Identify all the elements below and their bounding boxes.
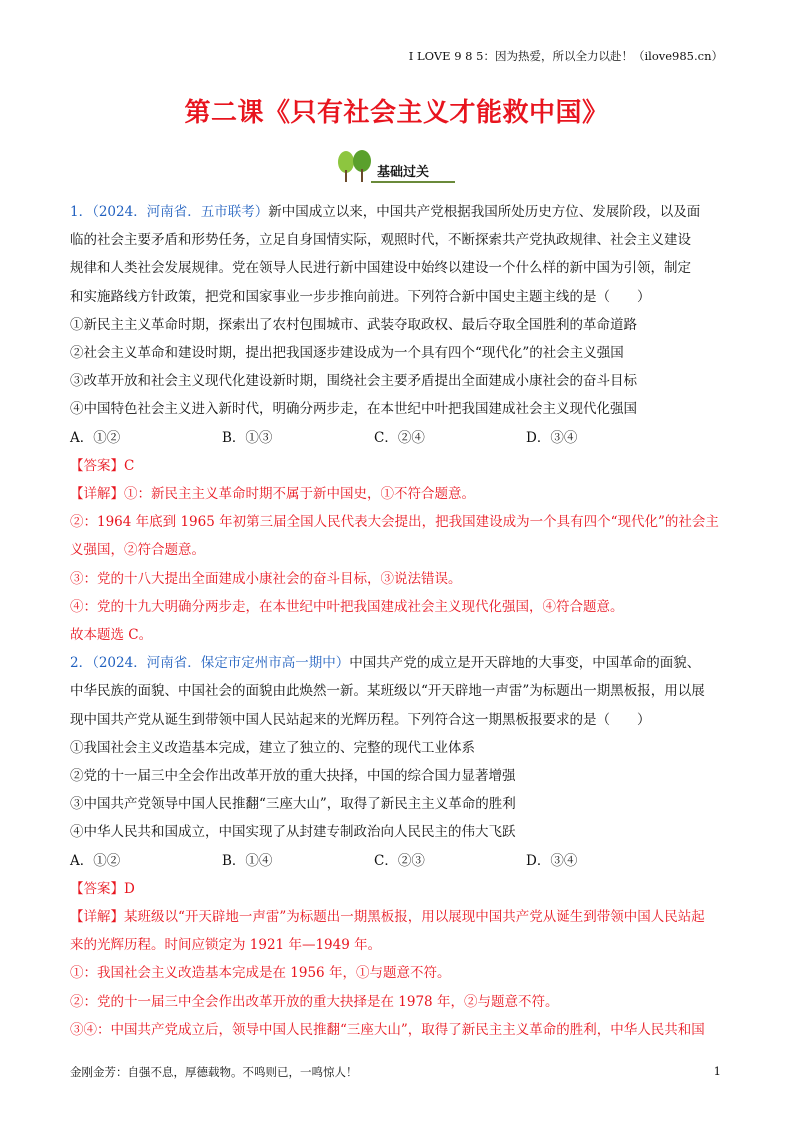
- q2-stem-line: 中华民族的面貌、中国社会的面貌由此焕然一新。某班级以“开天辟地一声雷”为标题出一期黑板报，用以展: [70, 683, 705, 700]
- q2-detail-line: 来的光辉历程。时间应锁定为 1921 年—1949 年。: [70, 937, 382, 954]
- q2-item: ④中华人民共和国成立，中国实现了从封建专制政治向人民民主的伟大飞跃: [70, 824, 516, 841]
- section-label: 基础过关: [377, 165, 430, 180]
- q1-stem-line: 1．（2024．河南省．五市联考）新中国成立以来，中国共产党根据我国所处历史方位、发展阶段，以及面: [70, 204, 701, 220]
- q2-source: （2024．河南省．保定市定州市高一期中）: [92, 655, 350, 672]
- q2-item: ①我国社会主义改造基本完成，建立了独立的、完整的现代工业体系: [70, 739, 475, 756]
- section-underline: [371, 181, 455, 183]
- q1-answer: 【答案】C: [70, 457, 135, 474]
- q2-detail-line: ②：党的十一届三中全会作出改革开放的重大抉择是在 1978 年，②与题意不符。: [70, 993, 559, 1010]
- q1-detail-line: ②：1964 年底到 1965 年初第三届全国人民代表大会提出，把我国建设成为一个具有四个“现代化”的社会主: [70, 514, 719, 531]
- q2-detail-line: ③④：中国共产党成立后，领导中国人民推翻“三座大山”，取得了新民主主义革命的胜利，中华人民共和国: [70, 1021, 705, 1038]
- q1-number: 1．: [70, 204, 93, 220]
- q1-detail-line: ③：党的十八大提出全面建成小康社会的奋斗目标，③说法错误。: [70, 570, 462, 587]
- q2-detail-line: 【详解】某班级以“开天辟地一声雷”为标题出一期黑板报，用以展现中国共产党从诞生到带领中国人民站起: [70, 909, 705, 926]
- q2-stem-line: 2．（2024．河南省．保定市定州市高一期中）中国共产党的成立是开天辟地的大事变，中国革命的面貌、: [70, 655, 701, 672]
- q1-item: ④中国特色社会主义进入新时代，明确分两步走，在本世纪中叶把我国建成社会主义现代化强国: [70, 401, 637, 418]
- q2-answer: 【答案】D: [70, 880, 135, 897]
- q2-option-a: A．①②: [70, 852, 121, 869]
- q1-option-d: D．③④: [526, 429, 578, 446]
- q1-item: ①新民主主义革命时期，探索出了农村包围城市、武装夺取政权、最后夺取全国胜利的革命道路: [70, 316, 637, 333]
- q1-stem-line: 规律和人类社会发展规律。党在领导人民进行新中国建设中始终以建设一个什么样的新中国为引领，制定: [70, 260, 691, 277]
- q1-option-a: A．①②: [70, 429, 121, 446]
- q1-stem-line: 临的社会主要矛盾和形势任务，立足自身国情实际，观照时代，不断探索共产党执政规律、社会主义建设: [70, 232, 691, 249]
- q1-options: [70, 424, 725, 452]
- footer-motto: 金刚金芳：自强不息，厚德载物。不鸣则已，一鸣惊人！: [70, 1065, 358, 1079]
- q1-item: ②社会主义革命和建设时期，提出把我国逐步建设成为一个具有四个“现代化”的社会主义强国: [70, 345, 624, 362]
- q2-item: ③中国共产党领导中国人民推翻“三座大山”，取得了新民主主义革命的胜利: [70, 796, 516, 813]
- q2-number: 2．: [70, 655, 93, 672]
- q1-item: ③改革开放和社会主义现代化建设新时期，围绕社会主要矛盾提出全面建成小康社会的奋斗目标: [70, 373, 637, 390]
- q2-options: [70, 847, 725, 875]
- page-number: 1: [713, 1064, 721, 1078]
- section-heading: [335, 150, 455, 184]
- q1-option-b: B．①③: [222, 429, 273, 446]
- q1-source: （2024．河南省．五市联考）: [92, 204, 269, 220]
- q2-option-d: D．③④: [526, 852, 578, 869]
- q2-item: ②党的十一届三中全会作出改革开放的重大抉择，中国的综合国力显著增强: [70, 768, 516, 785]
- q2-detail-line: ①：我国社会主义改造基本完成是在 1956 年，①与题意不符。: [70, 965, 451, 982]
- page-title: 第二课《只有社会主义才能救中国》: [184, 98, 609, 128]
- q1-stem-line: 和实施路线方针政策，把党和国家事业一步步推向前进。下列符合新中国史主题主线的是（ ）: [70, 288, 651, 305]
- q2-stem-line: 现中国共产党从诞生到带领中国人民站起来的光辉历程。下列符合这一期黑板报要求的是（ ）: [70, 711, 651, 728]
- tree-icon: [335, 150, 375, 184]
- q2-option-b: B．①④: [222, 852, 273, 869]
- q1-detail-line: ④：党的十九大明确分两步走，在本世纪中叶把我国建成社会主义现代化强国，④符合题意。: [70, 598, 624, 615]
- q1-conclusion: 故本题选 C。: [70, 627, 153, 644]
- q2-option-c: C．②③: [374, 852, 425, 869]
- header-note: I LOVE 9 8 5：因为热爱，所以全力以赴！（ilove985.cn）: [408, 49, 723, 63]
- q1-detail-line: 【详解】①：新民主主义革命时期不属于新中国史，①不符合题意。: [70, 486, 475, 503]
- q1-detail-line: 义强国，②符合题意。: [70, 542, 205, 559]
- q1-option-c: C．②④: [374, 429, 425, 446]
- content: [70, 198, 725, 1044]
